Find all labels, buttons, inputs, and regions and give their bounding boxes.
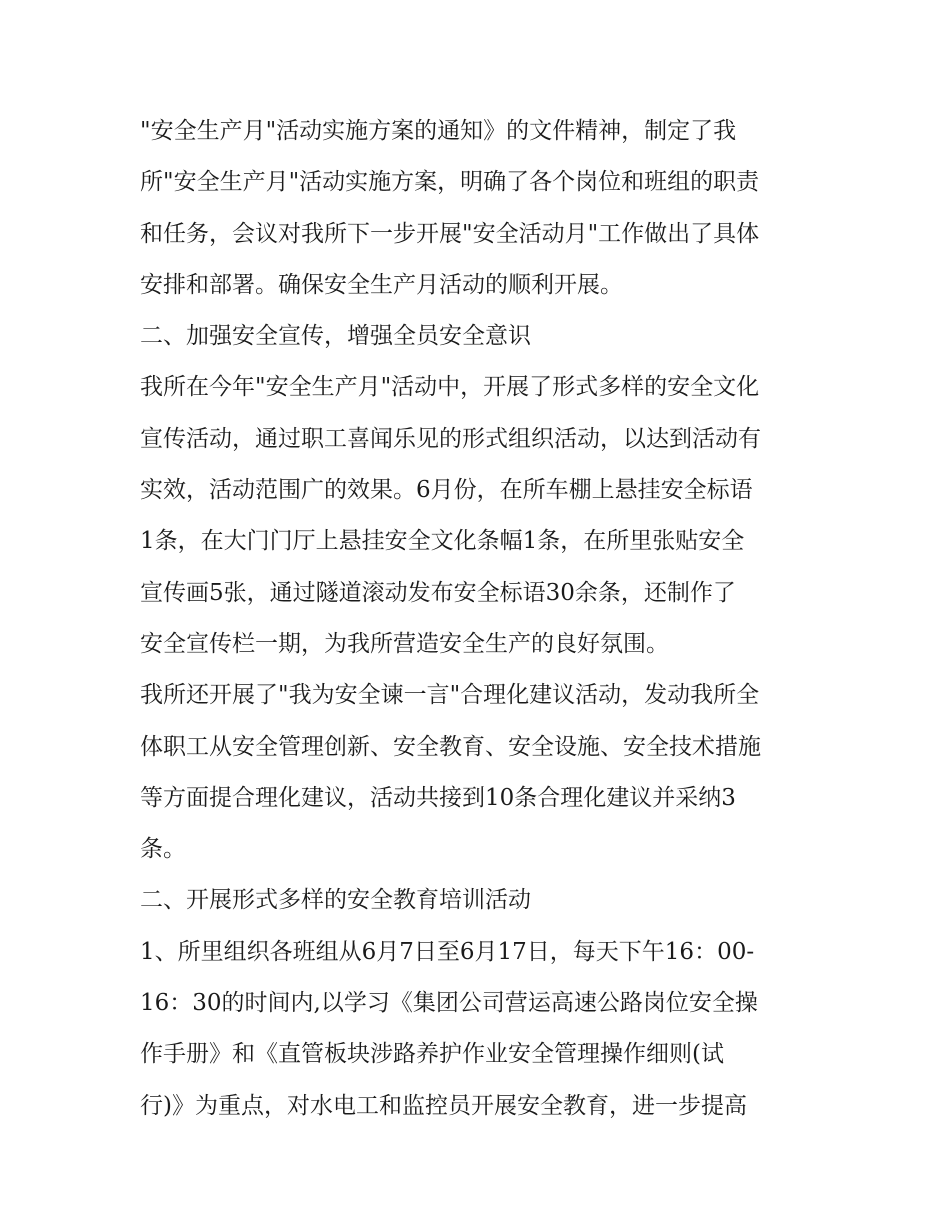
text-line: 我所还开展了"我为安全谏一言"合理化建议活动，发动我所全 (140, 682, 760, 709)
text-line: 体职工从安全管理创新、安全教育、安全设施、安全技术措施 (140, 733, 761, 760)
section-heading: 二、开展形式多样的安全教育培训活动 (140, 887, 531, 914)
text-line: 和任务，会议对我所下一步开展"安全活动月"工作做出了具体 (140, 220, 760, 247)
text-line: 1、所里组织各班组从6月7日至6月17日，每天下午16：00- (140, 938, 755, 965)
text-line: 16：30的时间内,以学习《集团公司营运高速公路岗位安全操 (140, 990, 758, 1017)
text-line: 1条，在大门门厅上悬挂安全文化条幅1条，在所里张贴安全 (140, 528, 745, 555)
text-line: 条。 (140, 836, 186, 863)
section-heading: 二、加强安全宣传，增强全员安全意识 (140, 323, 531, 350)
text-line: 安全宣传栏一期，为我所营造安全生产的良好氛围。 (140, 630, 669, 657)
text-line: 行)》为重点，对水电工和监控员开展安全教育，进一步提高 (140, 1092, 747, 1119)
text-line: 所"安全生产月"活动实施方案，明确了各个岗位和班组的职责 (140, 169, 760, 196)
text-line: 安排和部署。确保安全生产月活动的顺利开展。 (140, 271, 623, 298)
text-line: "安全生产月"活动实施方案的通知》的文件精神，制定了我 (140, 118, 737, 144)
text-line: 作手册》和《直管板块涉路养护作业安全管理操作细则(试 (140, 1041, 724, 1068)
document-body (140, 106, 830, 1132)
text-line: 我所在今年"安全生产月"活动中，开展了形式多样的安全文化 (140, 374, 760, 401)
text-line: 实效，活动范围广的效果。6月份，在所车棚上悬挂安全标语 (140, 477, 753, 504)
text-line: 宣传画5张，通过隧道滚动发布安全标语30余条，还制作了 (140, 579, 736, 606)
text-line: 宣传活动，通过职工喜闻乐见的形式组织活动，以达到活动有 (140, 425, 761, 452)
text-line: 等方面提合理化建议，活动共接到10条合理化建议并采纳3 (140, 784, 736, 811)
